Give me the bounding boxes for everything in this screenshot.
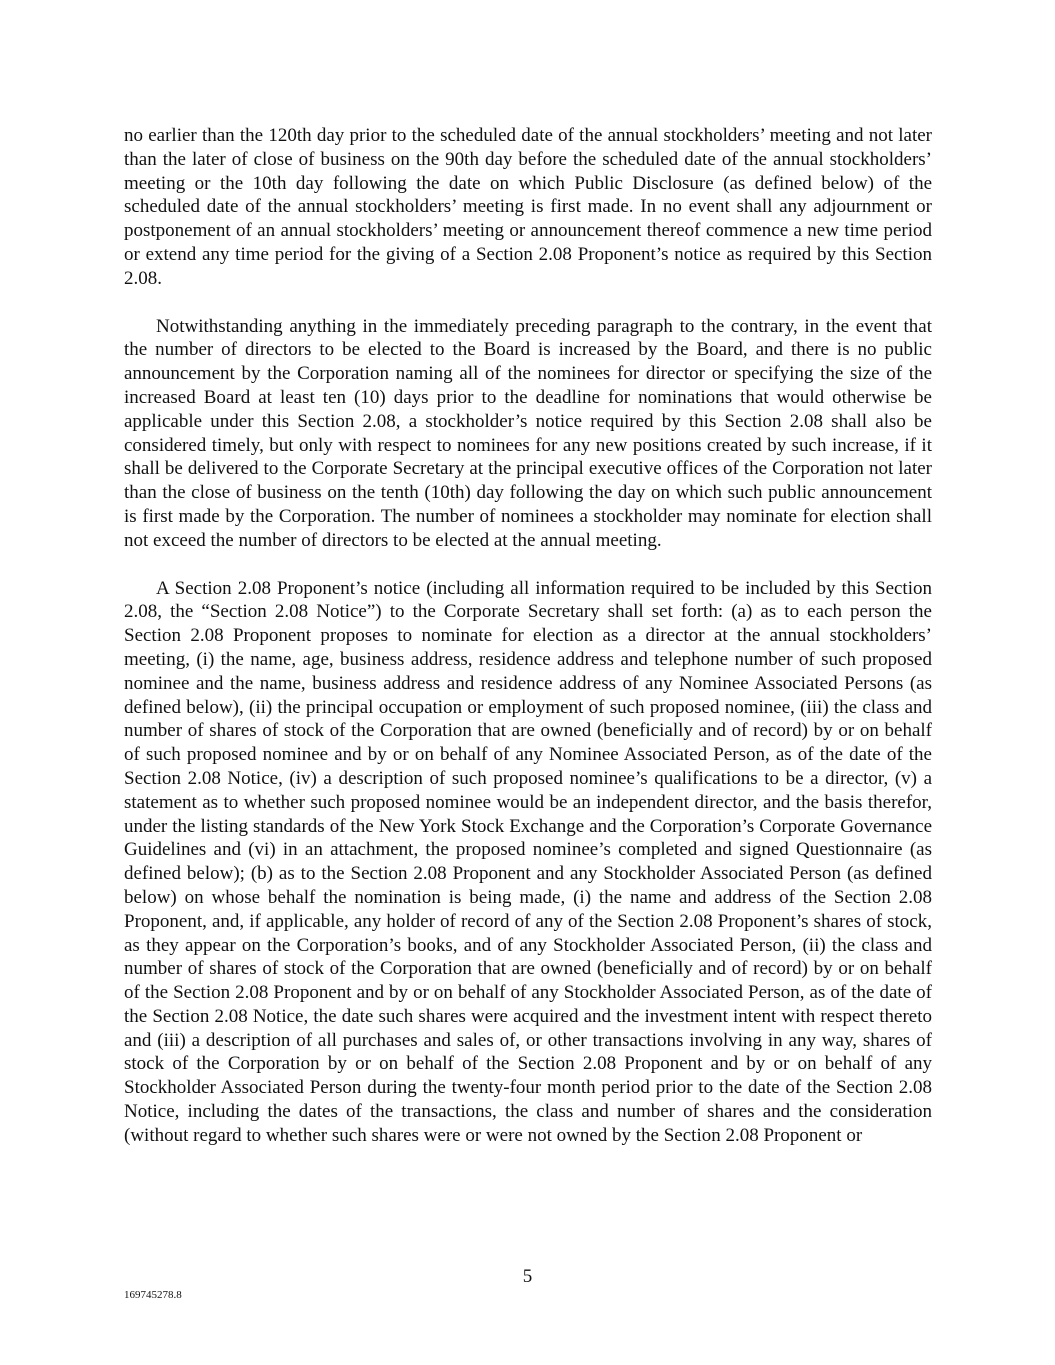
page-number: 5 <box>522 1266 533 1287</box>
paragraph-notice-contents: A Section 2.08 Proponent’s notice (including all information required to be included by this Section 2.08, the “Section 2.08 Notice”) to the Corporate Secretary shall set forth: (a) as to each person the Section 2.08 Proponent proposes to nominate for election as a director at the annual stockholders’ meeting, (i) the name, age, business address, residence address and telephone number of such proposed nominee and the name, business address and residence address of any Nominee Associated Persons (as defined below), (ii) the principal occupation or employment of such proposed nominee, (iii) the class and number of shares of stock of the Corporation that are owned (beneficially and of record) by or on behalf of such proposed nominee and by or on behalf of any Nominee Associated Person, as of the date of the Section 2.08 Notice, (iv) a description of such proposed nominee’s qualifications to be a director, (v) a statement as to whether such proposed nominee would be an independent director, and the basis therefor, under the listing standards of the New York Stock Exchange and the Corporation’s Corporate Governance Guidelines and (vi) in an attachment, the proposed nominee’s completed and signed Questionnaire (as defined below); (b) as to the Section 2.08 Proponent and any Stockholder Associated Person (as defined below) on whose behalf the nomination is being made, (i) the name and address of the Section 2.08 Proponent, and, if applicable, any holder of record of any of the Section 2.08 Proponent’s shares of stock, as they appear on the Corporation’s books, and of any Stockholder Associated Person, (ii) the class and number of shares of stock of the Corporation that are owned (beneficially and of record) by or on behalf of the Section 2.08 Proponent and by or on behalf of any Stockholder Associated Person, as of the date of the Section 2.08 Notice, the date such shares were acquired and the investment intent with respect thereto and (iii) a description of all purchases and sales of, or other transactions involving in any way, shares of stock of the Corporation by or on behalf of the Section 2.08 Proponent and by or on behalf of any Stockholder Associated Person during the twenty-four month period prior to the date of the Section 2.08 Notice, including the dates of the transactions, the class and number of shares and the consideration (without regard to whether such shares were or were not owned by the Section 2.08 Proponent or <box>124 577 932 1146</box>
body-text <box>124 124 932 1172</box>
document-id: 169745278.8 <box>124 1289 182 1301</box>
paragraph-continuation: no earlier than the 120th day prior to the scheduled date of the annual stockholders’ meeting and not later than the later of close of business on the 90th day before the scheduled date of the annual stockholders’ meeting or the 10th day following the date on which Public Disclosure (as defined below) of the scheduled date of the annual stockholders’ meeting is first made. In no event shall any adjournment or postponement of an annual stockholders’ meeting or announcement thereof commence a new time period or extend any time period for the giving of a Section 2.08 Proponent’s notice as required by this Section 2.08. <box>124 125 932 289</box>
paragraph-director-increase: Notwithstanding anything in the immediately preceding paragraph to the contrary, in the event that the number of directors to be elected to the Board is increased by the Board, and there is no public announcement by the Corporation naming all of the nominees for director or specifying the size of the increased Board at least ten (10) days prior to the deadline for nominations that would otherwise be applicable under this Section 2.08, a stockholder’s notice required by this Section 2.08 shall also be considered timely, but only with respect to nominees for any new positions created by such increase, if it shall be delivered to the Corporate Secretary at the principal executive offices of the Corporation not later than the close of business on the tenth (10th) day following the day on which such public announcement is first made by the Corporation. The number of nominees a stockholder may nominate for election shall not exceed the number of directors to be elected at the annual meeting. <box>124 315 932 551</box>
